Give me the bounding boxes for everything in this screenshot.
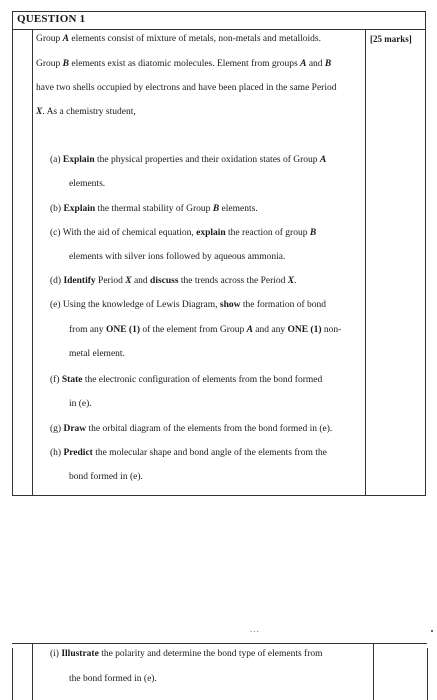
item-g: (g) Draw the orbital diagram of the elements from the bond formed in (e). [50,424,333,434]
item-c: (c) With the aid of chemical equation, explain the reaction of group B [50,228,317,238]
bottom-outer-left [12,648,13,700]
item-a: (a) Explain the physical properties and their oxidation states of Group A [50,155,327,165]
marks-column-divider [365,29,366,495]
scan-mark [431,630,433,632]
item-d: (d) Identify Period X and discuss the trends across the Period X. [50,276,297,286]
item-h: (h) Predict the molecular shape and bond angle of the elements from the [50,448,327,458]
item-a-cont: elements. [69,179,106,189]
item-i: (i) Illustrate the polarity and determine the bond type of elements from [50,649,323,659]
bottom-left-divider [32,643,33,700]
page-marker: ... [250,624,260,634]
intro-line-3: have two shells occupied by electrons and have been placed in the same Period [36,83,337,93]
item-e-cont-2: metal element. [69,349,125,359]
intro-line-4: X. As a chemistry student, [36,107,136,117]
left-column-divider [32,29,33,495]
item-i-cont: the bond formed in (e). [69,674,157,684]
item-c-cont: elements with silver ions followed by aqueous ammonia. [69,252,286,262]
item-h-cont: bond formed in (e). [69,472,143,482]
marks-label: [25 marks] [370,34,412,44]
item-f: (f) State the electronic configuration of elements from the bond formed [50,375,323,385]
bottom-table-top [12,643,427,644]
bottom-outer-right [427,648,428,700]
item-e-cont-1: from any ONE (1) of the element from Group A and any ONE (1) non- [69,325,342,335]
question-title: QUESTION 1 [17,13,86,25]
intro-line-1: Group A elements consist of mixture of metals, non-metals and metalloids. [36,34,321,44]
item-b: (b) Explain the thermal stability of Group B elements. [50,204,258,214]
item-e: (e) Using the knowledge of Lewis Diagram, show the formation of bond [50,300,326,310]
bottom-marks-divider [373,643,374,700]
item-f-cont: in (e). [69,399,92,409]
header-divider [12,29,426,30]
intro-line-2: Group B elements exist as diatomic molecules. Element from groups A and B [36,59,332,69]
